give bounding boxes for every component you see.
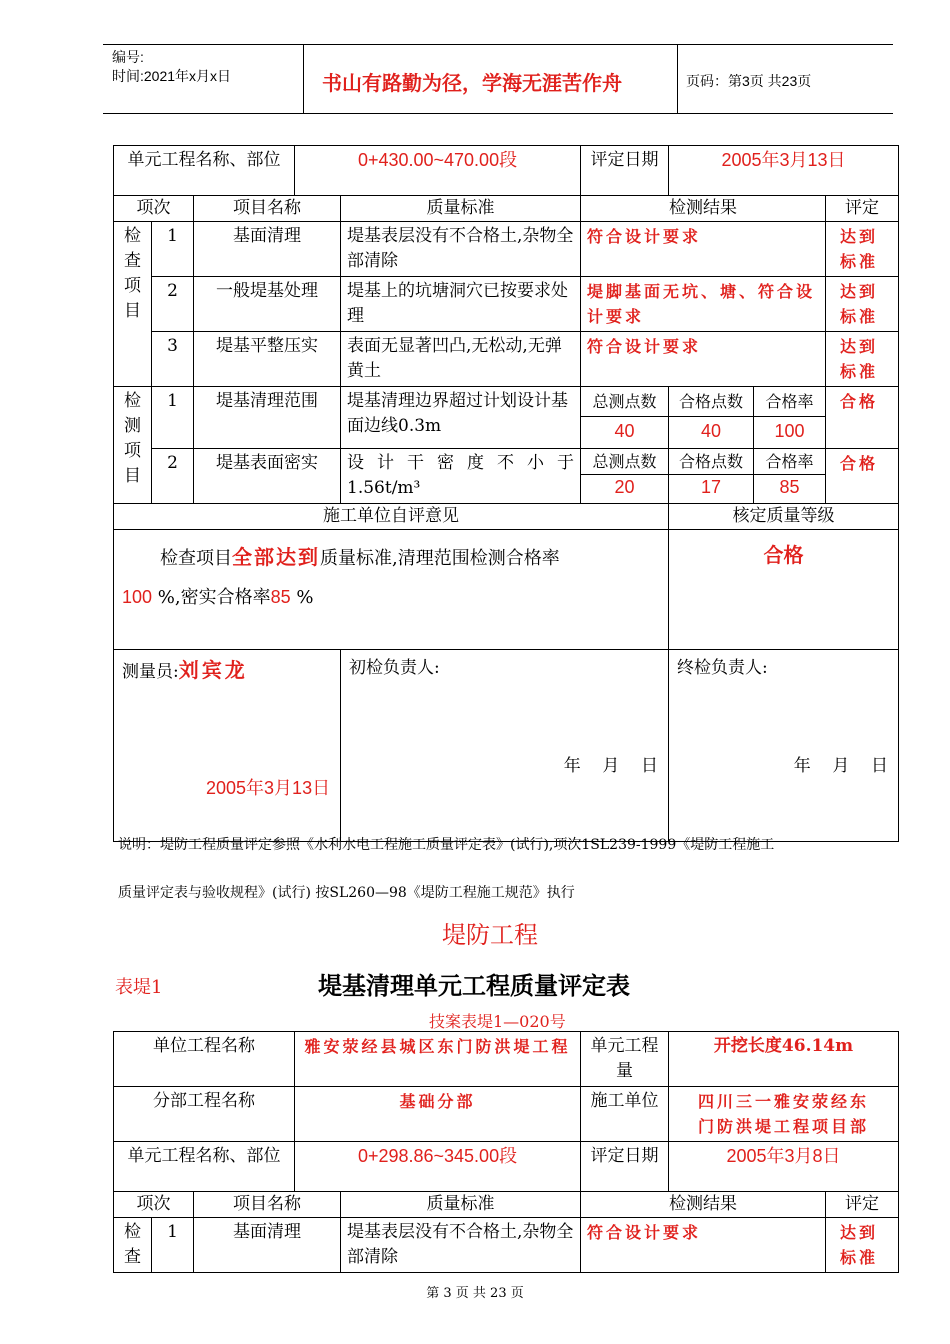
total-points-value: 40 [614,421,635,441]
col-rating-2: 评定 [826,1192,899,1218]
check-item-no: 1 [152,222,194,277]
page-label: 页码：第3页 共23页 [686,73,812,89]
surveyor-label: 测量员: [122,662,179,682]
page-footer: 第 3 页 共 23 页 [426,1286,524,1301]
measure-item-no: 1 [152,387,194,449]
form1-table [113,145,899,842]
pass-rate-value: 85 [779,477,800,497]
note-line-2: 质量评定表与验收规程》(试行) 按SL260—98《堤防工程施工规范》执行 [118,885,575,901]
pass-points-value: 17 [701,477,722,497]
number-label: 编号: [112,49,144,65]
date-value: 2005年3月13日 [669,146,899,196]
motto: 书山有路勤为径，学海无涯苦作舟 [322,71,622,95]
final-check-date: 年 月 日 [793,756,889,776]
first-check-cell [341,650,669,842]
col-rating: 评定 [826,196,899,222]
col-result-2: 检测结果 [581,1192,826,1218]
check-item-name: 堤基平整压实 [194,332,341,387]
date-label-2: 评定日期 [581,1142,669,1192]
check-item-no: 2 [152,277,194,332]
unit-name-label-2: 单元工程名称、部位 [114,1142,295,1192]
check-item-rating-2: 达到标准 [826,1218,899,1273]
check-group-label: 检查项目 [114,222,152,387]
grade-label: 核定质量等级 [669,504,899,530]
check-item-result: 符合设计要求 [581,332,826,387]
final-check-label: 终检负责人: [677,658,768,678]
surveyor-cell [114,650,341,842]
measure-item-rating: 合格 [826,387,899,449]
grade-value: 合格 [669,530,899,650]
col-standard: 质量标准 [341,196,581,222]
pass-points-header: 合格点数 [669,449,753,475]
measure-item-no: 2 [152,449,194,504]
col-standard-2: 质量标准 [341,1192,581,1218]
unit-project-label: 单位工程名称 [114,1032,295,1087]
contractor-label: 施工单位 [581,1087,669,1142]
measure-item-name: 堤基表面密实 [194,449,341,504]
table-number: 表堤1 [115,977,163,998]
unit-name-value-2: 0+298.86~345.00段 [295,1142,581,1192]
check-group-label-2: 检查 [114,1218,152,1273]
unit-quantity-label: 单元工程量 [581,1032,669,1087]
pass-rate-value: 100 [774,421,805,441]
measure-item-rating: 合格 [826,449,899,504]
col-item-name-2: 项目名称 [194,1192,341,1218]
check-item-standard: 表面无显著凹凸,无松动,无弹黄土 [341,332,581,387]
sub-project-value: 基础分部 [295,1087,581,1142]
measure-item-standard: 设 计 干 密 度 不 小 于 1.56t/m³ [341,449,581,504]
section-title: 堤防工程 [442,921,538,949]
first-check-label: 初检负责人: [349,658,440,678]
unit-name-value: 0+430.00~470.00段 [295,146,581,196]
check-item-standard-2: 堤基表层没有不合格土,杂物全部清除 [341,1218,581,1273]
check-item-result-2: 符合设计要求 [581,1218,826,1273]
note [118,834,888,856]
date-label: 评定日期 [581,146,669,196]
self-eval-label: 施工单位自评意见 [114,504,669,530]
total-points-header: 总测点数 [581,449,668,475]
pass-points-value: 40 [701,421,722,441]
col-item-name: 项目名称 [194,196,341,222]
check-item-standard: 堤基表层没有不合格土,杂物全部清除 [341,222,581,277]
form-title: 堤基清理单元工程质量评定表 [318,971,630,1000]
self-eval-text: 检查项目全部达到质量标准,清理范围检测合格率 100 %,密实合格率85 % [114,530,669,650]
unit-quantity-value: 开挖长度46.14m [669,1032,899,1087]
check-item-result: 符合设计要求 [581,222,826,277]
check-item-rating: 达到标准 [826,222,899,277]
unit-name-label: 单元工程名称、部位 [114,146,295,196]
col-item-no: 项次 [114,196,194,222]
col-result: 检测结果 [581,196,826,222]
measure-item-name: 堤基清理范围 [194,387,341,449]
col-item-no-2: 项次 [114,1192,194,1218]
total-points-value: 20 [614,477,635,497]
measure-group-label: 检测项目 [114,387,152,504]
contractor-value: 四川三一雅安荥经东门防洪堤工程项目部 [669,1087,899,1142]
check-item-rating: 达到标准 [826,332,899,387]
check-item-rating: 达到标准 [826,277,899,332]
time-label: 时间:2021年x月x日 [112,68,232,84]
pass-points-header: 合格点数 [669,387,753,417]
form2-table [113,1031,899,1273]
form-code: 技案表堤1—020号 [429,1012,566,1031]
measure-item-standard: 堤基清理边界超过计划设计基面边线0.3m [341,387,581,449]
check-item-name: 一般堤基处理 [194,277,341,332]
check-item-standard: 堤基上的坑塘洞穴已按要求处理 [341,277,581,332]
surveyor-date: 2005年3月13日 [206,778,331,798]
total-points-header: 总测点数 [581,387,668,417]
check-item-no-2: 1 [152,1218,194,1273]
final-check-cell [669,650,899,842]
check-item-result: 堤脚基面无坑、塘、符合设计要求 [581,277,826,332]
sub-project-label: 分部工程名称 [114,1087,295,1142]
surveyor-name: 刘宾龙 [178,658,248,682]
first-check-date: 年 月 日 [563,756,659,776]
note-line-1: 说明：堤防工程质量评定参照《水利水电工程施工质量评定表》(试行),项次1SL239-1999《堤防工程施工 [118,837,775,853]
check-item-name: 基面清理 [194,222,341,277]
check-item-name-2: 基面清理 [194,1218,341,1273]
check-item-no: 3 [152,332,194,387]
date-value-2: 2005年3月8日 [669,1142,899,1192]
unit-project-value: 雅安荥经县城区东门防洪堤工程 [295,1032,581,1087]
pass-rate-header: 合格率 [754,387,825,417]
pass-rate-header: 合格率 [754,449,825,475]
